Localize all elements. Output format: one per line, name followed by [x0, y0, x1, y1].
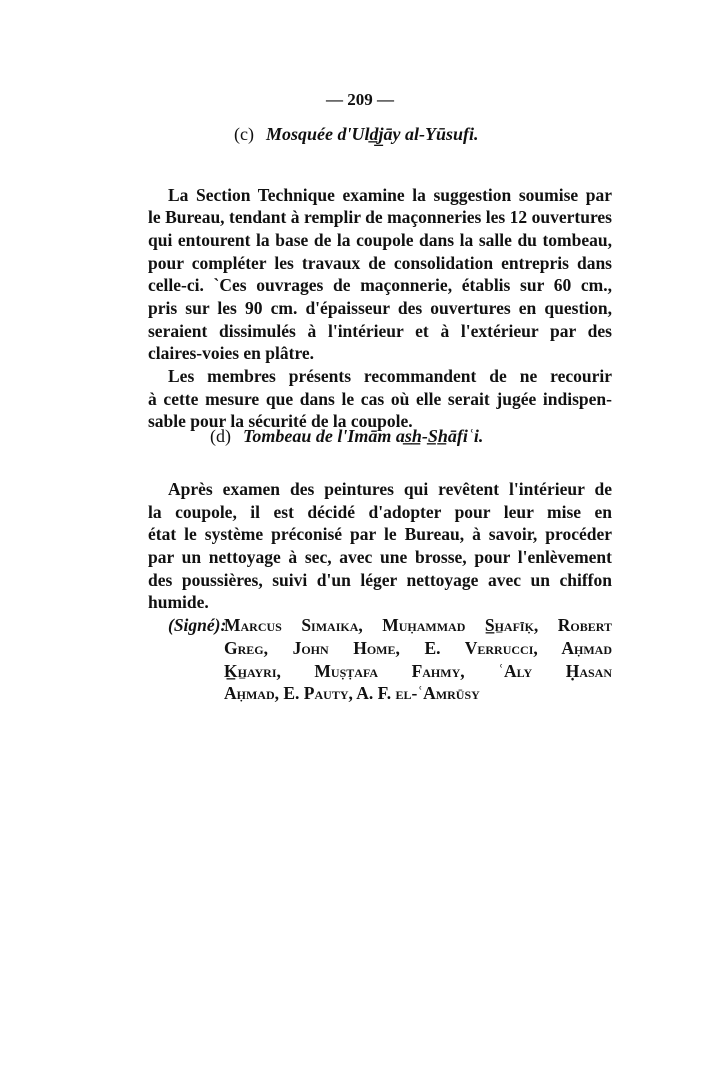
signatory-line: Greg, John Home, E. Verrucci, Aḥmad — [224, 638, 612, 658]
section-c-title: Mosquée d'Uld̲j̲āy al-Yūsufi. — [265, 124, 479, 144]
section-c-label: (c) — [234, 124, 254, 144]
text-line: La Section Technique examine la suggestion soumise par — [168, 185, 612, 205]
signatory-line: Marcus Simaika, Muḥammad S̲h̲afīḳ, Robert — [224, 615, 612, 635]
signature-label: (Signé): — [168, 615, 227, 635]
section-d-heading — [210, 426, 483, 447]
text-line: la coupole, il est décidé d'adopter pour leur mise en — [148, 502, 612, 522]
text-line: Les membres présents recommandent de ne recourir — [168, 366, 612, 386]
text-line: des poussières, suivi d'un léger nettoyage avec un chiffon — [148, 570, 612, 590]
text-line: claires-voies en plâtre. — [148, 343, 315, 363]
text-line: qui entourent la base de la coupole dans la salle du tombeau, — [148, 230, 612, 250]
text-line: celle-ci. `Ces ouvrages de maçonnerie, établis sur 60 cm., — [148, 275, 612, 295]
text-line: à cette mesure que dans le cas où elle serait jugée indispen- — [148, 389, 612, 409]
signatory-line: K̲h̲ayri, Muṣṭafa Fahmy, ʿAly Ḥasan — [224, 661, 612, 681]
text-line: état le système préconisé par le Bureau, à savoir, procéder — [148, 524, 612, 544]
text-line: le Bureau, tendant à remplir de maçonneries les 12 ouvertures — [148, 207, 612, 227]
page-number: — 209 — — [326, 90, 394, 109]
text-line: humide. — [148, 592, 209, 612]
section-c-heading — [234, 124, 479, 145]
text-line: seraient dissimulés à l'intérieur et à l'extérieur par des — [148, 321, 612, 341]
text-line: pour compléter les travaux de consolidation entrepris dans — [148, 253, 612, 273]
text-line: pris sur les 90 cm. d'épaisseur des ouvertures en question, — [148, 298, 612, 318]
text-line: sable pour la sécurité de la coupole. — [148, 411, 413, 431]
text-line: par un nettoyage à sec, avec une brosse, pour l'enlèvement — [148, 547, 612, 567]
section-d-title: Tombeau de l'Imām as̲h̲-S̲h̲āfiʿi. — [243, 426, 484, 446]
section-d-label: (d) — [210, 426, 231, 446]
text-line: Après examen des peintures qui revêtent l'intérieur de — [168, 479, 612, 499]
signatory-line: Aḥmad, E. Pauty, A. F. el-ʿAmrūsy — [224, 683, 480, 703]
